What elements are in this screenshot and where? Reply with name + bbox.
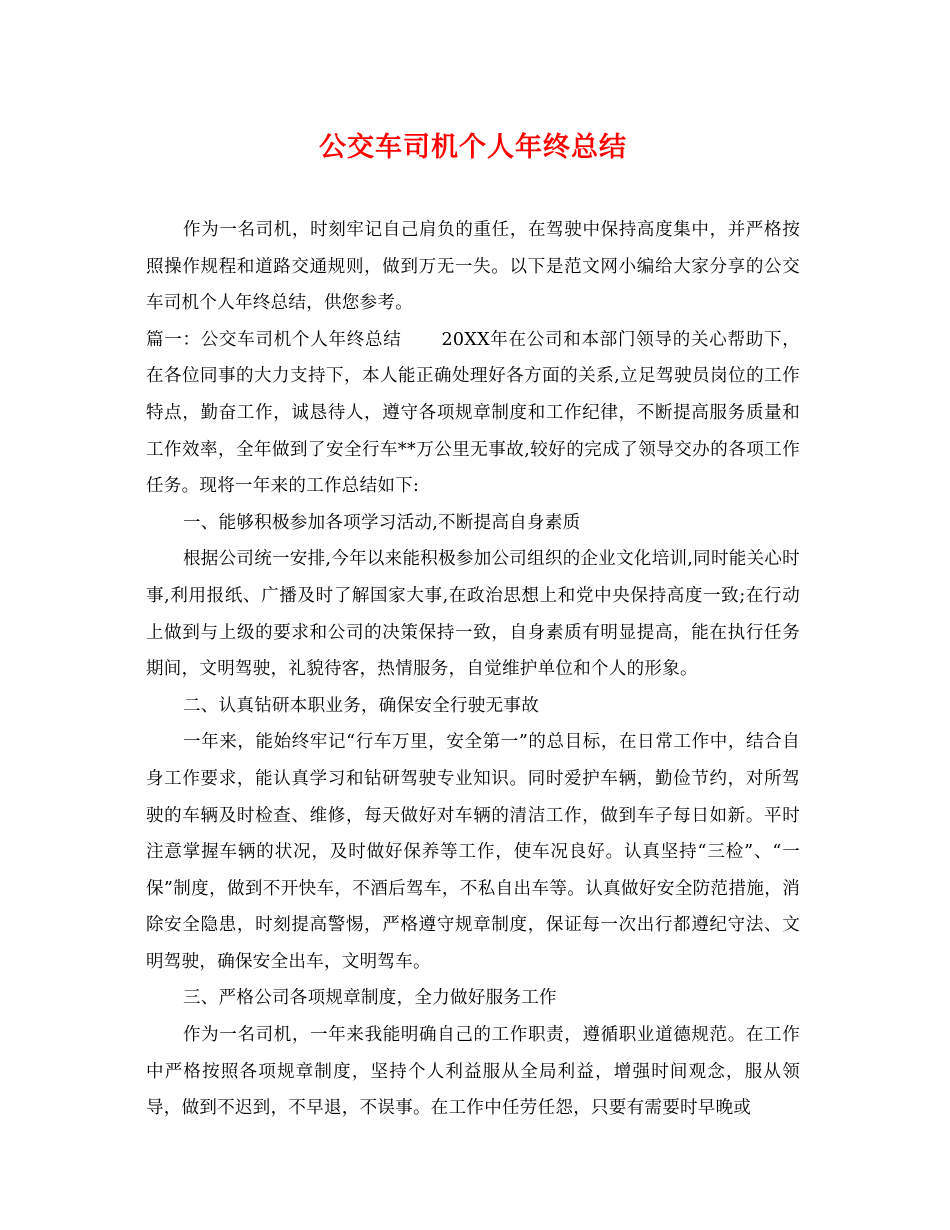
section-heading-1: 一、能够积极参加各项学习活动,不断提高自身素质 [183, 512, 581, 533]
page-title: 公交车司机个人年终总结 [319, 132, 627, 163]
section-paragraph-2: 一年来，能始终牢记“行车万里，安全第一”的总目标，在日常工作中，结合自身工作要求，能认真学习和钻研驾驶专业知识。同时爱护车辆，勤俭节约，对所驾驶的车辆及时检查、维修，每天做好对车辆的清洁工作，做到车子每日如新。平时注意掌握车辆的状况，及时做好保养等工作，使车况良好。认真坚持“三检”、“一保”制度，做到不开快车，不酒后驾车，不私自出车等。认真做好安全防范措施，消除安全隐患，时刻提高警惕，严格遵守规章制度，保证每一次出行都遵纪守法、文明驾驶，确保安全出车，文明驾车。 [146, 732, 800, 972]
section-heading-2: 二、认真钻研本职业务，确保安全行驶无事故 [183, 695, 539, 716]
section-paragraph-3: 作为一名司机，一年来我能明确自己的工作职责，遵循职业道德规范。在工作中严格按照各项规章制度，坚持个人利益服从全局利益，增强时间观念，服从领导，做到不迟到，不早退，不误事。在工作中任劳任怨，只要有需要时早晚或 [146, 1025, 800, 1119]
intro-paragraph: 作为一名司机，时刻牢记自己肩负的重任，在驾驶中保持高度集中，并严格按照操作规程和道路交通规则，做到万无一失。以下是范文网小编给大家分享的公交车司机个人年终总结，供您参考。 [146, 220, 800, 314]
part-one-label: 篇一：公交车司机个人年终总结 [146, 329, 402, 350]
section-paragraph-1: 根据公司统一安排,今年以来能积极参加公司组织的企业文化培训,同时能关心时事,利用报纸、广播及时了解国家大事,在政治思想上和党中央保持高度一致;在行动上做到与上级的要求和公司的决策保持一致，自身素质有明显提高，能在执行任务期间，文明驾驶，礼貌待客，热情服务，自觉维护单位和个人的形象。 [146, 549, 800, 680]
part-one-paragraph [146, 322, 800, 505]
part-one-body: 20XX年在公司和本部门领导的关心帮助下，在各位同事的大力支持下，本人能正确处理好各方面的关系,立足驾驶员岗位的工作特点，勤奋工作，诚恳待人，遵守各项规章制度和工作纪律，不断提高服务质量和工作效率，全年做到了安全行车**万公里无事故,较好的完成了领导交办的各项工作任务。现将一年来的工作总结如下: [146, 329, 800, 497]
section-heading-3: 三、严格公司各项规章制度，全力做好服务工作 [183, 988, 557, 1009]
